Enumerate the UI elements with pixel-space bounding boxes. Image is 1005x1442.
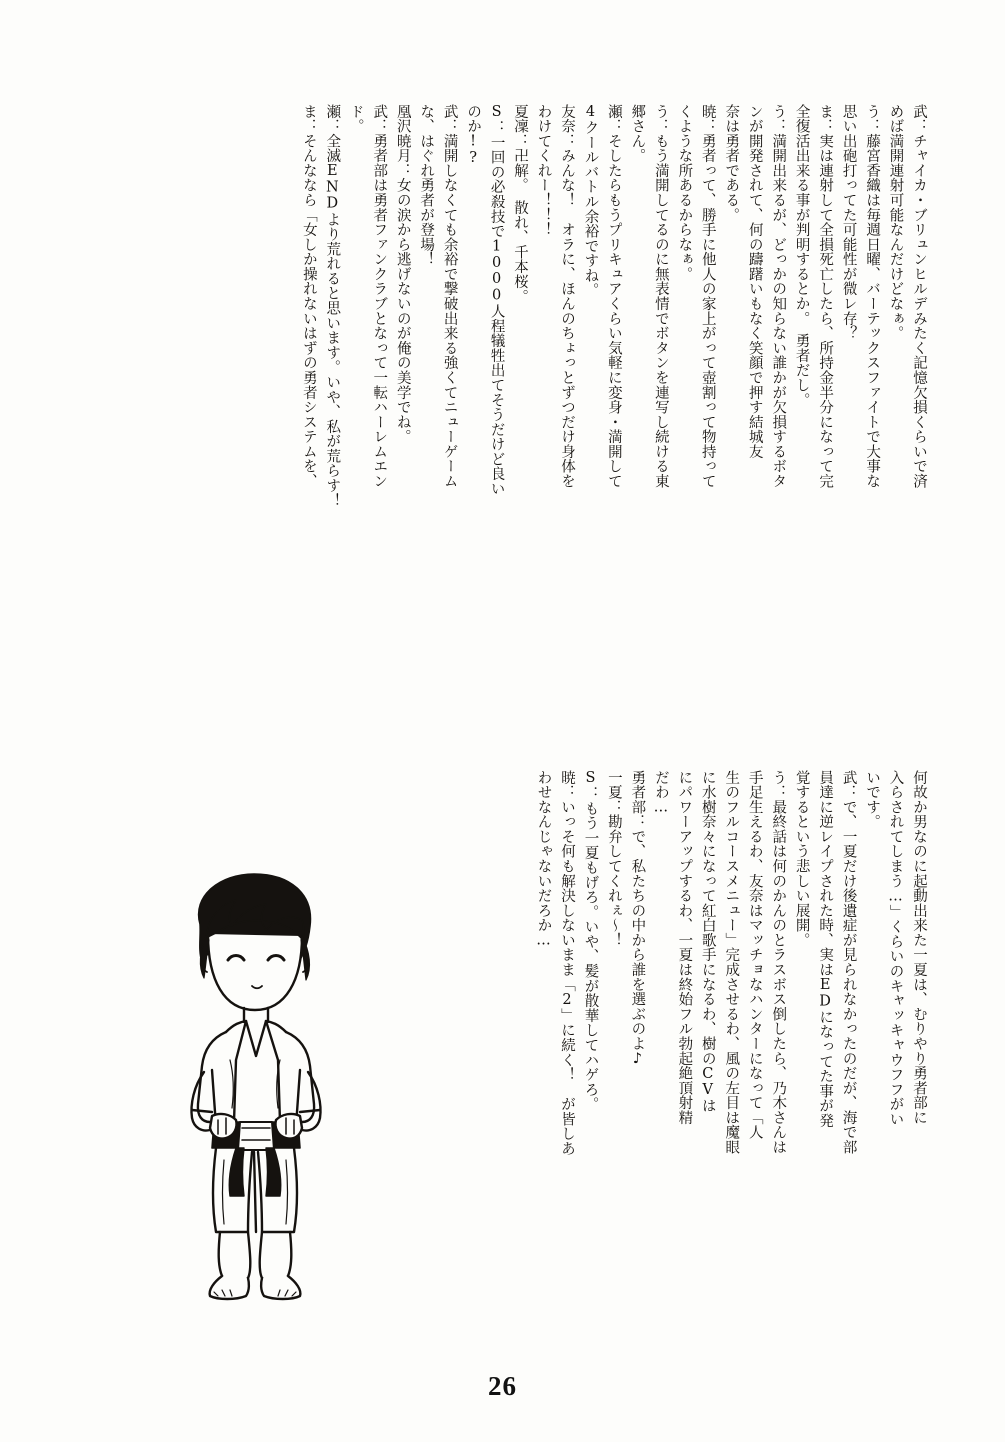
text-line: う：もう満開してるのに無表情でボタンを連写し続ける東: [652, 104, 669, 489]
text-line: ま：そんななら「女しか操れないはずの勇者システムを、: [300, 104, 317, 489]
text-line: わせなんじゃないだろか…: [535, 770, 552, 949]
page-number: 26: [488, 1371, 517, 1401]
text-line: 入らされてしまう…」くらいのキャッキャウフフがい: [887, 770, 904, 1127]
text-line: 員達に逆レイプされた時、実はEDになってた事が発: [817, 770, 834, 1128]
text-line: 瀬：全滅ENDより荒れると思います。いや、私が荒らす！: [324, 104, 341, 508]
text-line: 友奈：みんな！ オラに、ほんのちょっとずつだけ身体を: [558, 104, 575, 489]
text-line: な、はぐれ勇者が登場！: [418, 104, 435, 267]
text-line: 何故か男なのに起動出来た一夏は、むりやり勇者部に: [911, 770, 927, 1125]
text-line: くような所あるからなぁ。: [676, 104, 693, 282]
text-line: う：満開出来るが、どっかの知らない誰かが欠損するボタ: [770, 104, 787, 489]
text-line: う：最終話は何のかんのとラスボス倒したら、乃木さんは: [770, 770, 787, 1155]
text-line: いです。: [864, 770, 881, 830]
text-line: 瀬：そしたらもうプリキュアくらい気軽に変身・満開して: [605, 104, 622, 489]
text-line: 武：チャイカ・ブリュンヒルデみたく記憶欠損くらいで済: [911, 104, 927, 489]
text-line: う：藤宮香織は毎週日曜、バーテックスファイトで大事な: [864, 104, 881, 489]
text-line: だわ…: [652, 770, 669, 816]
text-line: 手足生えるわ、友奈はマッチョなハンターになって「人: [746, 770, 763, 1140]
text-line: 勇者部：で、私たちの中から誰を選ぶのよ♪: [629, 770, 646, 1068]
text-line: ンが開発されて、何の躊躇いもなく笑顔で押す結城友: [746, 104, 763, 459]
text-line: 全復活出来る事が判明するとか。 勇者だし。: [793, 104, 810, 408]
text-line: S：もう一夏もげろ。いや、髪が散華してハゲろ。: [582, 770, 599, 1112]
text-line: 暁：勇者って、勝手に他人の家上がって壺割って物持って: [699, 104, 716, 489]
text-line: に水樹奈々になって紅白歌手になるわ、樹のCVは: [699, 770, 716, 1114]
text-line: 覚するという悲しい展開。: [793, 770, 810, 948]
text-line: 一夏：勘弁してくれぇ～！: [605, 770, 622, 948]
text-line: 奈は勇者である。: [723, 104, 740, 223]
text-line: ま：実は連射して全損死亡したら、所持金半分になって完: [817, 104, 834, 489]
text-line: 暁：いっそ何も解決しないまま「2」に続く！ が皆しあ: [558, 770, 575, 1157]
text-line: 郷さん。: [629, 104, 646, 164]
text-line: 生のフルコースメニュー」完成させるわ、風の左目は魔眼: [723, 770, 740, 1155]
text-line: わけてくれー！！！: [535, 104, 552, 238]
text-block-upper: [296, 104, 931, 704]
text-line: ド。: [347, 104, 364, 134]
text-line: のか!?: [465, 104, 482, 167]
text-line: 武：満開しなくても余裕で撃破出来る強くてニューゲーム: [441, 104, 458, 489]
text-line: 思い出砲打ってた可能性が微レ存？: [840, 104, 857, 341]
text-line: 夏凜：卍解。 散れ、千本桜。: [512, 104, 529, 304]
text-line: 武：で、一夏だけ後遺症が見られなかったのだが、海で部: [840, 770, 857, 1155]
text-line: にパワーアップするわ、一夏は終始フル勃起絶頂射精: [676, 770, 693, 1125]
text-block-lower: [531, 770, 931, 1290]
text-line: S：一回の必殺技で1000人程犠牲出てそうだけど良い: [488, 104, 505, 497]
chibi-character-illustration: [108, 860, 398, 1320]
text-line: 武：勇者部は勇者ファンクラブとなって一転ハーレムエン: [371, 104, 388, 489]
text-line: 4クールバトル余裕ですね。: [582, 104, 599, 298]
text-line: めば満開連射可能なんだけどなぁ。: [887, 104, 904, 341]
text-line: 凰沢暁月：女の涙から逃げないのが俺の美学でね。: [394, 104, 411, 445]
